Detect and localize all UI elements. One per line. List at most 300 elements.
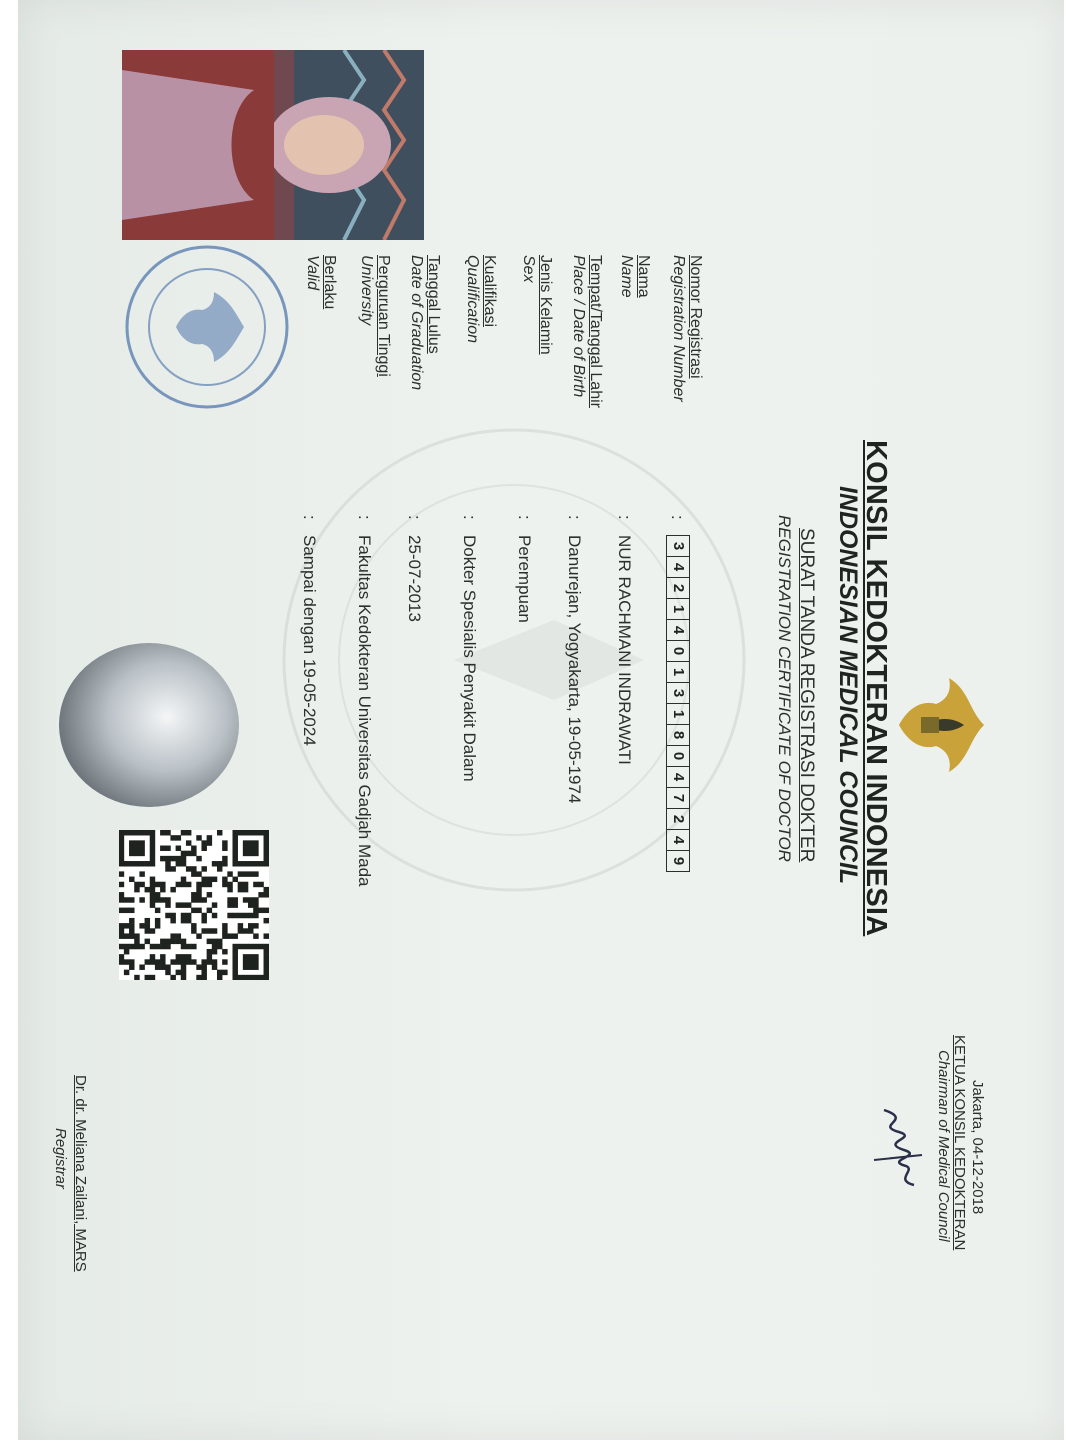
qr-module: [232, 840, 237, 845]
qr-module: [232, 975, 237, 980]
qr-module: [248, 923, 253, 928]
qr-module: [150, 928, 155, 933]
qr-module: [227, 902, 232, 907]
qr-module: [150, 944, 155, 949]
qr-module: [232, 851, 237, 856]
qr-module: [212, 964, 217, 969]
qr-module: [217, 866, 222, 871]
qr-module: [124, 970, 129, 975]
qr-module: [119, 871, 124, 876]
qr-module: [217, 944, 222, 949]
qr-module: [222, 970, 227, 975]
qr-module: [155, 944, 160, 949]
qr-module: [165, 902, 170, 907]
qr-module: [134, 939, 139, 944]
qr-module: [222, 846, 227, 851]
qr-module: [258, 908, 263, 913]
qr-module: [264, 964, 269, 969]
qr-module: [181, 970, 186, 975]
qr-module: [181, 830, 186, 835]
qr-module: [264, 856, 269, 861]
qr-module: [222, 840, 227, 845]
qr-module: [264, 918, 269, 923]
qr-module: [119, 851, 124, 856]
qr-module: [201, 846, 206, 851]
qr-module: [248, 902, 253, 907]
qr-module: [232, 933, 237, 938]
qr-module: [232, 835, 237, 840]
qr-code[interactable]: [119, 830, 269, 980]
qr-module: [248, 954, 253, 959]
qr-module: [212, 928, 217, 933]
qr-module: [124, 923, 129, 928]
qr-module: [165, 866, 170, 871]
qr-module: [165, 944, 170, 949]
qr-module: [232, 913, 237, 918]
qr-module: [212, 861, 217, 866]
qr-module: [119, 944, 124, 949]
qr-module: [227, 933, 232, 938]
qr-module: [150, 861, 155, 866]
qr-module: [248, 846, 253, 851]
qr-module: [191, 908, 196, 913]
qr-module: [170, 856, 175, 861]
qr-module: [124, 933, 129, 938]
handwritten-signature: [864, 1100, 934, 1190]
colon: :: [515, 515, 534, 520]
registration-digit: 1: [667, 662, 689, 683]
registration-digit: 4: [667, 557, 689, 578]
qr-module: [264, 954, 269, 959]
qr-module: [212, 944, 217, 949]
qr-module: [129, 959, 134, 964]
registration-digit: 3: [667, 536, 689, 557]
qr-module: [222, 949, 227, 954]
qr-module: [212, 949, 217, 954]
qr-module: [207, 835, 212, 840]
qr-module: [258, 892, 263, 897]
council-subtitle: INDONESIAN MEDICAL COUNCIL: [834, 486, 862, 885]
qr-module: [124, 908, 129, 913]
qr-module: [155, 908, 160, 913]
qr-module: [258, 830, 263, 835]
qr-module: [217, 830, 222, 835]
qr-module: [207, 939, 212, 944]
field-registration-label: Nomor Registrasi Registration Number: [670, 255, 704, 402]
qr-module: [124, 897, 129, 902]
qr-module: [134, 851, 139, 856]
qr-module: [232, 944, 237, 949]
qr-module: [264, 846, 269, 851]
qr-module: [253, 830, 258, 835]
qr-module: [243, 944, 248, 949]
qr-module: [243, 861, 248, 866]
qr-module: [150, 840, 155, 845]
qr-module: [181, 944, 186, 949]
qr-module: [196, 964, 201, 969]
qr-module: [227, 897, 232, 902]
qr-module: [243, 897, 248, 902]
registration-digit: 4: [667, 620, 689, 641]
qr-module: [150, 846, 155, 851]
sign-place-date: Jakarta, 04-12-2018: [969, 1080, 986, 1215]
qr-module: [264, 887, 269, 892]
hologram-seal: [54, 640, 244, 810]
qr-module: [129, 933, 134, 938]
qr-module: [264, 835, 269, 840]
colon: :: [460, 515, 479, 520]
qr-module: [243, 871, 248, 876]
qr-module: [139, 846, 144, 851]
qr-module: [248, 975, 253, 980]
qr-module: [207, 954, 212, 959]
qr-module: [119, 954, 124, 959]
qr-module: [258, 861, 263, 866]
qr-module: [176, 856, 181, 861]
qr-module: [248, 913, 253, 918]
colon: :: [615, 515, 634, 520]
qr-module: [170, 835, 175, 840]
qr-module: [207, 892, 212, 897]
holder-name: NUR RACHMANI INDRAWATI: [615, 535, 634, 765]
qr-module: [217, 975, 222, 980]
qr-module: [248, 928, 253, 933]
qr-module: [165, 939, 170, 944]
qr-module: [129, 861, 134, 866]
qr-module: [134, 933, 139, 938]
qr-module: [150, 830, 155, 835]
qr-module: [212, 913, 217, 918]
qr-module: [191, 944, 196, 949]
qr-module: [207, 840, 212, 845]
qr-module: [238, 861, 243, 866]
qr-module: [124, 830, 129, 835]
qr-module: [264, 975, 269, 980]
qr-module: [253, 959, 258, 964]
qr-module: [264, 959, 269, 964]
qr-module: [124, 959, 129, 964]
qr-module: [170, 939, 175, 944]
qr-module: [186, 830, 191, 835]
qr-module: [165, 861, 170, 866]
qr-module: [186, 902, 191, 907]
qr-module: [134, 861, 139, 866]
qr-module: [264, 861, 269, 866]
qr-module: [134, 840, 139, 845]
qr-module: [201, 928, 206, 933]
qr-module: [201, 866, 206, 871]
qr-module: [253, 908, 258, 913]
qr-module: [191, 846, 196, 851]
qr-module: [139, 944, 144, 949]
qr-module: [150, 856, 155, 861]
qr-module: [196, 887, 201, 892]
qr-module: [150, 975, 155, 980]
qr-module: [191, 892, 196, 897]
qr-module: [253, 871, 258, 876]
qr-module: [139, 830, 144, 835]
qr-module: [155, 892, 160, 897]
qr-module: [181, 954, 186, 959]
colon: :: [355, 515, 374, 520]
qr-module: [232, 970, 237, 975]
qr-module: [160, 830, 165, 835]
qr-module: [253, 923, 258, 928]
qr-module: [264, 892, 269, 897]
qr-module: [160, 856, 165, 861]
qr-module: [176, 861, 181, 866]
qr-module: [196, 933, 201, 938]
qr-module: [176, 835, 181, 840]
signer-name: Dr. dr. Meliana Zailani, MARS: [72, 1075, 89, 1272]
qr-module: [222, 861, 227, 866]
qr-module: [176, 933, 181, 938]
qr-module: [243, 846, 248, 851]
colon: :: [300, 515, 319, 520]
qr-module: [139, 923, 144, 928]
qr-module: [119, 959, 124, 964]
qr-module: [253, 902, 258, 907]
qr-module: [134, 830, 139, 835]
qr-module: [232, 949, 237, 954]
qr-module: [243, 840, 248, 845]
qr-module: [232, 856, 237, 861]
qr-module: [232, 954, 237, 959]
qr-module: [170, 975, 175, 980]
qr-module: [145, 928, 150, 933]
qr-module: [238, 923, 243, 928]
qr-module: [119, 835, 124, 840]
qr-module: [264, 840, 269, 845]
qr-module: [181, 939, 186, 944]
qr-module: [155, 959, 160, 964]
qr-module: [134, 944, 139, 949]
colon: :: [668, 515, 687, 520]
qr-module: [129, 908, 134, 913]
qr-module: [139, 840, 144, 845]
graduation-date: 25-07-2013: [405, 535, 424, 622]
qr-module: [181, 959, 186, 964]
qr-module: [191, 897, 196, 902]
qr-module: [201, 959, 206, 964]
qr-module: [212, 939, 217, 944]
qr-module: [243, 959, 248, 964]
field-valid-label: Berlaku Valid: [304, 255, 338, 310]
qr-module: [248, 964, 253, 969]
qr-module: [196, 856, 201, 861]
qr-module: [253, 882, 258, 887]
qr-module: [207, 928, 212, 933]
qr-module: [176, 882, 181, 887]
qr-module: [248, 959, 253, 964]
qr-module: [191, 923, 196, 928]
qr-module: [196, 871, 201, 876]
registration-digit: 4: [667, 767, 689, 788]
qr-module: [264, 933, 269, 938]
qr-module: [232, 830, 237, 835]
qr-module: [201, 882, 206, 887]
qr-module: [139, 861, 144, 866]
qr-module: [139, 851, 144, 856]
qr-module: [129, 964, 134, 969]
qr-module: [248, 840, 253, 845]
qr-module: [145, 830, 150, 835]
qr-module: [129, 877, 134, 882]
qr-module: [181, 851, 186, 856]
qr-module: [196, 908, 201, 913]
qr-module: [253, 975, 258, 980]
qr-module: [129, 830, 134, 835]
qr-module: [181, 918, 186, 923]
qr-module: [253, 913, 258, 918]
qr-module: [165, 913, 170, 918]
qr-module: [165, 846, 170, 851]
certificate-title: SURAT TANDA REGISTRASI DOKTER: [796, 528, 817, 863]
qr-module: [145, 918, 150, 923]
qr-module: [201, 975, 206, 980]
qr-module: [150, 954, 155, 959]
qr-module: [176, 939, 181, 944]
qr-module: [217, 939, 222, 944]
birth-place-date: Danurejan, Yogyakarta, 19-05-1974: [565, 535, 584, 804]
qr-module: [248, 830, 253, 835]
qr-module: [119, 830, 124, 835]
qr-module: [186, 944, 191, 949]
qr-module: [232, 897, 237, 902]
qr-module: [207, 877, 212, 882]
qr-module: [160, 897, 165, 902]
field-name-label: Nama Name: [618, 255, 652, 298]
qr-module: [170, 933, 175, 938]
field-qualification-label: Kualifikasi Qualification: [464, 255, 498, 344]
registration-digit: 1: [667, 704, 689, 725]
qr-module: [181, 882, 186, 887]
qr-module: [145, 887, 150, 892]
qr-module: [119, 840, 124, 845]
qr-module: [258, 882, 263, 887]
qr-module: [201, 897, 206, 902]
qr-module: [201, 877, 206, 882]
qr-module: [207, 882, 212, 887]
qr-module: [165, 964, 170, 969]
qr-module: [176, 846, 181, 851]
qr-module: [238, 928, 243, 933]
qr-module: [227, 871, 232, 876]
qr-module: [150, 959, 155, 964]
university-value: Fakultas Kedokteran Universitas Gadjah Mada: [355, 535, 374, 887]
portrait-image: [122, 50, 424, 240]
qr-module: [238, 913, 243, 918]
qr-module: [176, 902, 181, 907]
qr-module: [181, 877, 186, 882]
qr-module: [145, 923, 150, 928]
qr-module: [186, 959, 191, 964]
qualification-value: Dokter Spesialis Penyakit Dalam: [460, 535, 479, 782]
qr-module: [186, 954, 191, 959]
certificate-content: [18, 0, 1064, 1440]
registration-digit: 1: [667, 599, 689, 620]
qr-module: [145, 975, 150, 980]
qr-module: [150, 902, 155, 907]
qr-module: [150, 877, 155, 882]
registration-number-box: [666, 535, 690, 872]
qr-module: [129, 944, 134, 949]
qr-module: [222, 877, 227, 882]
qr-module: [238, 830, 243, 835]
qr-module: [165, 970, 170, 975]
qr-module: [155, 923, 160, 928]
qr-module: [165, 897, 170, 902]
qr-module: [238, 882, 243, 887]
qr-module: [134, 975, 139, 980]
qr-module: [160, 959, 165, 964]
qr-module: [243, 964, 248, 969]
qr-module: [232, 964, 237, 969]
qr-module: [129, 897, 134, 902]
qr-module: [238, 887, 243, 892]
qr-module: [170, 866, 175, 871]
qr-module: [227, 882, 232, 887]
qr-module: [196, 892, 201, 897]
qr-module: [150, 851, 155, 856]
qr-module: [129, 840, 134, 845]
qr-module: [253, 861, 258, 866]
qr-module: [238, 871, 243, 876]
qr-module: [181, 861, 186, 866]
qr-module: [264, 970, 269, 975]
qr-module: [253, 846, 258, 851]
qr-module: [124, 949, 129, 954]
qr-module: [258, 944, 263, 949]
qr-module: [170, 913, 175, 918]
qr-module: [170, 887, 175, 892]
valid-until: Sampai dengan 19-05-2024: [300, 535, 319, 746]
qr-module: [160, 944, 165, 949]
qr-module: [155, 964, 160, 969]
qr-module: [124, 944, 129, 949]
qr-module: [253, 954, 258, 959]
field-birth-label: Tempat/Tanggal Lahir Place / Date of Birth: [570, 255, 604, 408]
signer-role: Registrar: [52, 1128, 69, 1189]
qr-module: [243, 830, 248, 835]
qr-module: [253, 944, 258, 949]
qr-module: [119, 897, 124, 902]
qr-module: [119, 861, 124, 866]
field-university-label: Perguruan Tinggi University: [358, 255, 392, 377]
qr-module: [165, 830, 170, 835]
qr-module: [181, 856, 186, 861]
qr-module: [222, 928, 227, 933]
qr-module: [186, 913, 191, 918]
qr-module: [222, 882, 227, 887]
qr-module: [243, 954, 248, 959]
qr-module: [196, 975, 201, 980]
qr-module: [264, 908, 269, 913]
qr-module: [119, 908, 124, 913]
qr-module: [160, 887, 165, 892]
qr-module: [186, 882, 191, 887]
qr-module: [119, 882, 124, 887]
qr-module: [160, 954, 165, 959]
qr-module: [207, 908, 212, 913]
qr-module: [155, 897, 160, 902]
qr-module: [176, 970, 181, 975]
sex-value: Perempuan: [515, 535, 534, 623]
qr-module: [243, 928, 248, 933]
registration-digit: 9: [670, 856, 687, 866]
registration-digit: 8: [667, 725, 689, 746]
qr-module: [191, 959, 196, 964]
